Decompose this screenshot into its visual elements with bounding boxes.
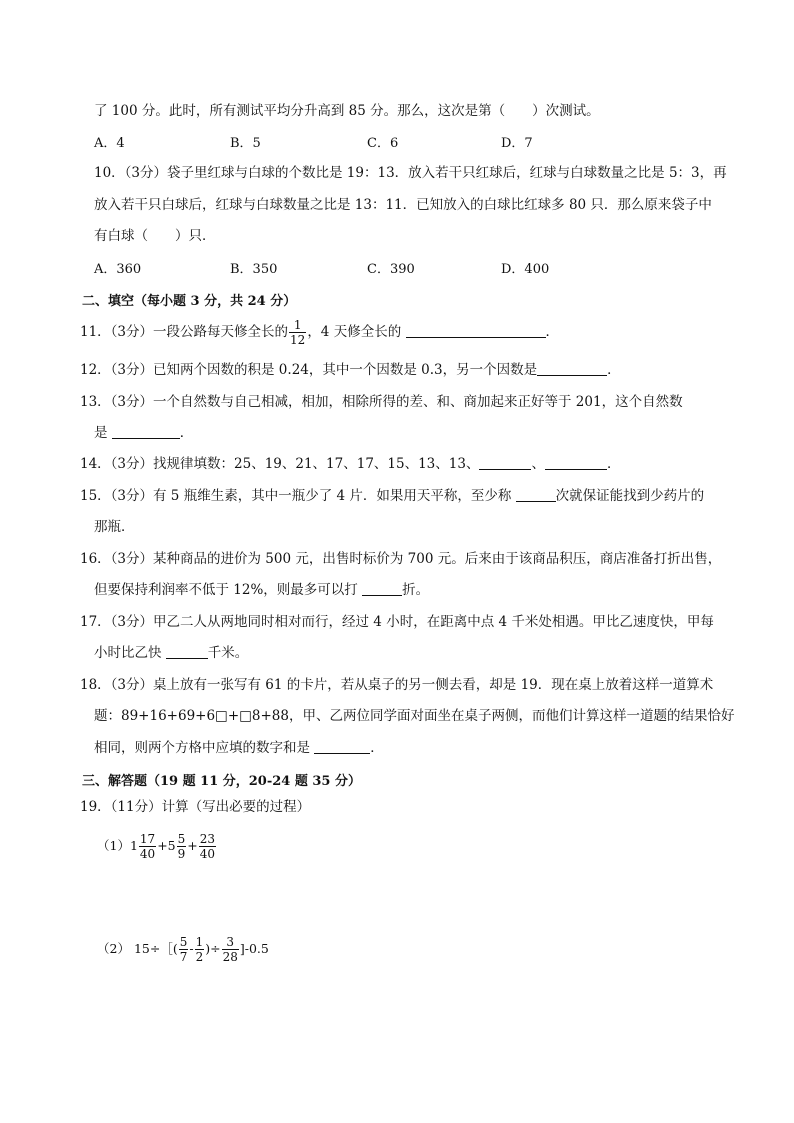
- q13-line-1: 13．（3分）一个自然数与自己相减，相加，相除所得的差、和、商加起来正好等于 201，这个自然数: [80, 394, 683, 410]
- q17-line-2: 小时比乙快 千米。: [94, 645, 249, 661]
- q10-line-2: 放入若干只白球后，红球与白球数量之比是 13：11．已知放入的白球比红球多 80 只．那么原来袋子中: [94, 197, 712, 213]
- q11-text: 11．（3分）一段公路每天修全长的: [80, 324, 289, 340]
- q10-option-b[interactable]: B．350: [230, 262, 278, 277]
- q17-answer-blank[interactable]: [166, 644, 208, 659]
- q18-line-1: 18．（3分）桌上放有一张写有 61 的卡片，若从桌子的另一侧去看，却是 19．现在桌上放着这样一道算术: [80, 677, 714, 693]
- fraction-17-40: $\frac{17}{40}$: [139, 832, 156, 861]
- fraction-5-7: $\frac{5}{7}$: [179, 935, 188, 964]
- q10-option-c[interactable]: C．390: [367, 262, 415, 277]
- q11: 11．（3分）一段公路每天修全长的 $\frac{1}{12}$ ，4 天修全长的 ．: [80, 318, 559, 347]
- q14: 14．（3分）找规律填数：25、19、21、17、17、15、13、13、 、 ．: [80, 456, 621, 472]
- q9-tail: 了 100 分。此时，所有测试平均分升高到 85 分。那么，这次是第（ ）次测试。: [94, 103, 600, 119]
- q18-line-3: 相同，则两个方格中应填的数字和是 ．: [94, 740, 384, 756]
- q18-answer-blank[interactable]: [314, 739, 370, 754]
- q11-fraction: $\frac{1}{12}$: [290, 318, 306, 347]
- q11-answer-blank[interactable]: [406, 323, 546, 338]
- q15-line-1: 15．（3分）有 5 瓶维生素，其中一瓶少了 4 片．如果用天平称，至少称 次就保证能找到少药片的: [80, 488, 705, 504]
- q9-option-a[interactable]: A．4: [94, 136, 125, 151]
- q17-line-1: 17．（3分）甲乙二人从两地同时相对而行，经过 4 小时，在距离中点 4 千米处相遇。甲比乙速度快，甲每: [80, 614, 714, 630]
- q13-answer-blank[interactable]: [112, 424, 180, 439]
- q16-line-1: 16．（3分）某种商品的进价为 500 元，出售时标价为 700 元。后来由于该商品积压，商店准备打折出售，: [80, 551, 722, 567]
- fraction-5-9: $\frac{5}{9}$: [177, 832, 186, 861]
- q9-option-d[interactable]: D．7: [501, 136, 533, 151]
- q13-line-2: 是 ．: [94, 425, 194, 441]
- q18-line-2: 题：89+16+69+6□+□8+88，甲、乙两位同学面对面坐在桌子两侧，而他们计算这样一道题的结果恰好: [94, 708, 735, 724]
- q19-title: 19．（11分）计算（写出必要的过程）: [80, 799, 311, 815]
- section-3-heading: 三、解答题（19 题 11 分，20-24 题 35 分）: [82, 774, 362, 789]
- q10-option-d[interactable]: D．400: [501, 262, 550, 277]
- q15-line-2: 那瓶．: [94, 519, 135, 535]
- q14-answer-blank-2[interactable]: [545, 455, 607, 470]
- q14-answer-blank-1[interactable]: [479, 455, 531, 470]
- q10-line-1: 10．（3分）袋子里红球与白球的个数比是 19：13．放入若干只红球后，红球与白球数量之比是 5：3，再: [94, 165, 727, 181]
- q19-part-2: （2） 15÷［( $\frac{5}{7}$ - $\frac{1}{2}$ )÷ $\frac{3}{28}$ ]-0.5: [97, 935, 269, 964]
- q10-option-a[interactable]: A．360: [94, 262, 142, 277]
- q9-option-b[interactable]: B．5: [230, 136, 261, 151]
- q9-option-c[interactable]: C．6: [367, 136, 399, 151]
- q10-line-3: 有白球（ ）只．: [94, 228, 216, 244]
- q16-answer-blank[interactable]: [362, 581, 402, 596]
- q12: 12．（3分）已知两个因数的积是 0.24，其中一个因数是 0.3，另一个因数是 ．: [80, 362, 621, 378]
- q15-answer-blank[interactable]: [516, 487, 556, 502]
- fraction-3-28: $\frac{3}{28}$: [222, 935, 238, 964]
- q12-answer-blank[interactable]: [537, 361, 607, 376]
- q19-part-1: （1）1 $\frac{17}{40}$ +5 $\frac{5}{9}$ + $\frac{23}{40}$: [97, 832, 216, 861]
- q16-line-2: 但要保持利润率不低于 12%，则最多可以打 折。: [94, 582, 430, 598]
- fraction-23-40: $\frac{23}{40}$: [199, 832, 216, 861]
- fraction-1-2: $\frac{1}{2}$: [195, 935, 204, 964]
- section-2-heading: 二、填空（每小题 3 分，共 24 分）: [82, 294, 297, 309]
